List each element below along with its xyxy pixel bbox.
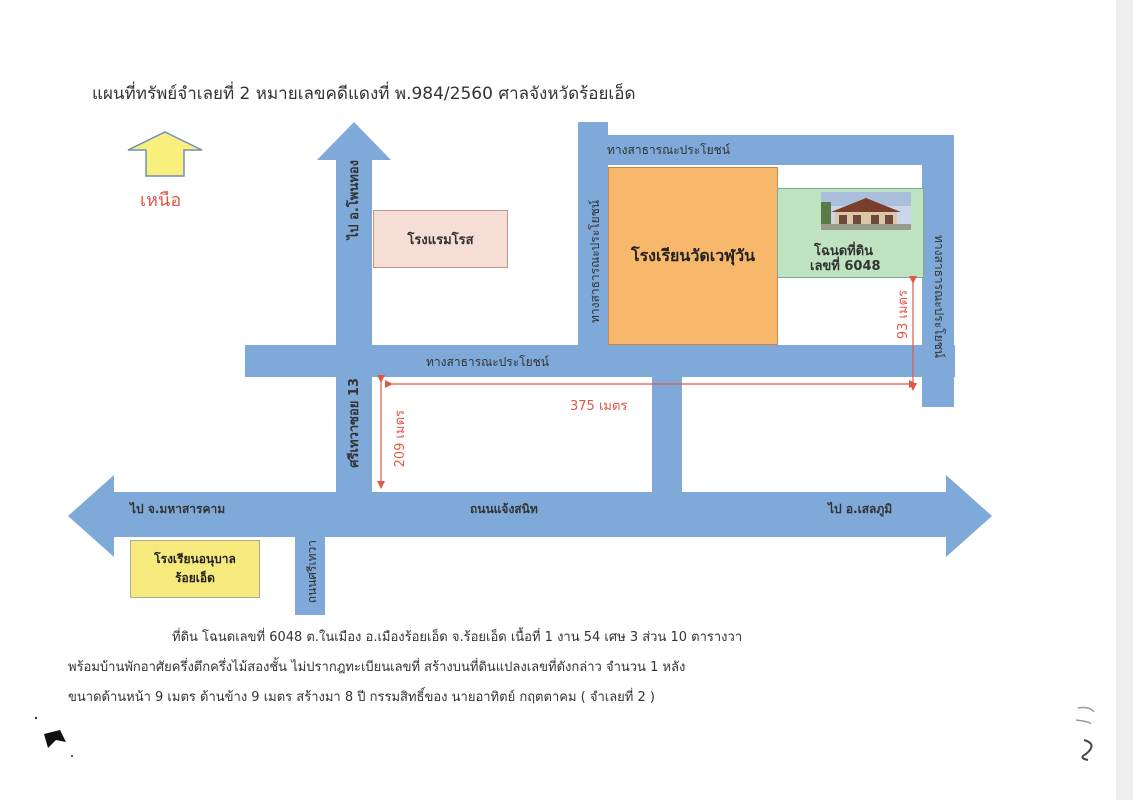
- label-main-road: ถนนแจ้งสนิท: [470, 502, 538, 516]
- label-to-phon-thong: ไป อ.โพนทอง: [347, 160, 362, 240]
- label-to-selaphum: ไป อ.เสลภูมิ: [828, 502, 893, 516]
- label-public-way-top: ทางสาธารณะประโยชน์: [607, 143, 730, 157]
- label-sri-thewa-road: ถนนศรีเทวา: [305, 540, 319, 604]
- label-public-way-right: ทางสาธารณะประโยชน์: [932, 235, 946, 358]
- plot-label-line2: เลขที่ 6048: [810, 259, 881, 274]
- label-soi-13: ศรีเทวาซอย 13: [347, 378, 362, 468]
- hotel-rose: โรงแรมโรส: [373, 210, 508, 268]
- page-title: แผนที่ทรัพย์จำเลยที่ 2 หมายเลขคดีแดงที่ พ.984/2560 ศาลจังหวัดร้อยเอ็ด: [92, 84, 636, 104]
- distance-93: 93 เมตร: [896, 290, 911, 340]
- distance-375: 375 เมตร: [570, 399, 628, 414]
- label-to-maha-sarakham: ไป จ.มหาสารคาม: [130, 502, 226, 516]
- description-line1: ที่ดิน โฉนดเลขที่ 6048 ต.ในเมือง อ.เมืองร้อยเอ็ด จ.ร้อยเอ็ด เนื้อที่ 1 งาน 54 เศษ 3 ส่วน 10 ตารางวา: [172, 630, 743, 645]
- scan-scribble: [1068, 700, 1108, 770]
- north-label: เหนือ: [140, 190, 182, 211]
- distance-209: 209 เมตร: [393, 410, 408, 468]
- scan-smudge: [28, 712, 78, 762]
- description-line3: ขนาดด้านหน้า 9 เมตร ด้านข้าง 9 เมตร สร้างมา 8 ปี กรรมสิทธิ์ของ นายอาทิตย์ กฤตตาคม ( จำเลยที่ 2 ): [68, 690, 655, 705]
- school-wat-weluwan: โรงเรียนวัดเวฬุวัน: [608, 167, 778, 345]
- kindergarten-roi-et: โรงเรียนอนุบาล ร้อยเอ็ด: [130, 540, 260, 598]
- label-public-way-left: ทางสาธารณะประโยชน์: [588, 200, 602, 323]
- plot-label-line1: โฉนดที่ดิน: [814, 244, 874, 259]
- label-public-way-mid: ทางสาธารณะประโยชน์: [426, 355, 549, 369]
- description-line2: พร้อมบ้านพักอาศัยครึ่งตึกครึ่งไม้สองชั้น ไม่ปรากฎทะเบียนเลขที่ สร้างบนที่ดินแปลงเลขที่ดังกล่าว จำนวน 1 หลัง: [68, 660, 686, 675]
